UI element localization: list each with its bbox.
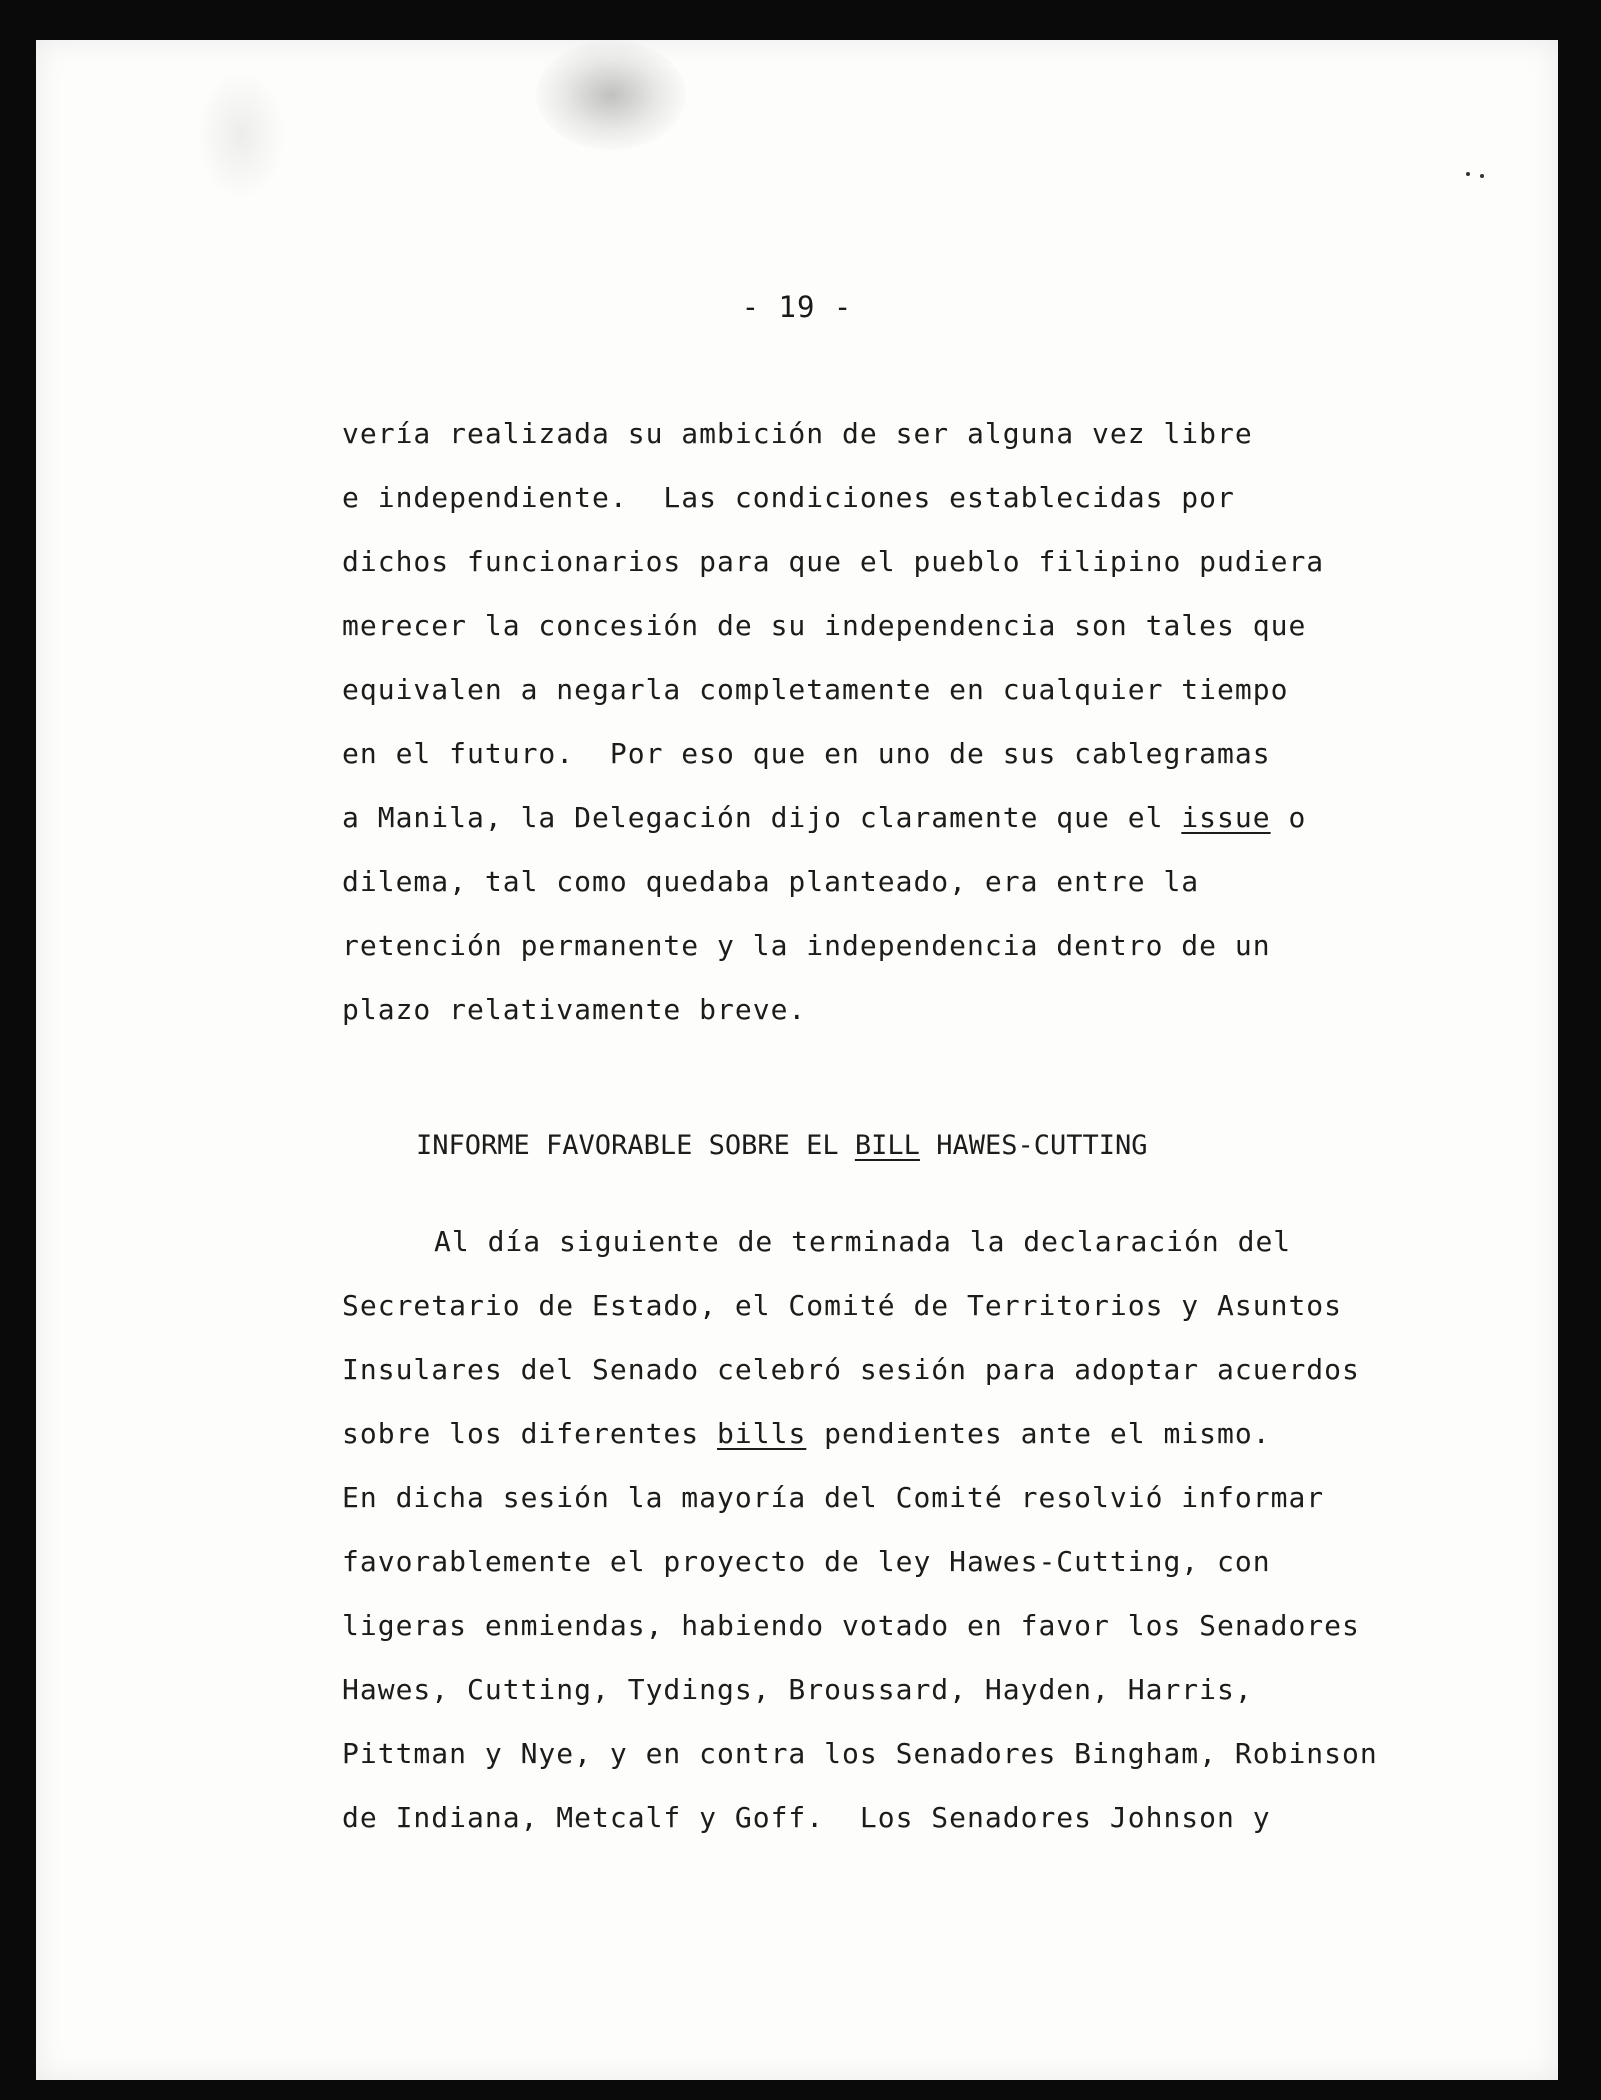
text-line: de Indiana, Metcalf y Goff. Los Senadores Johnson y: [342, 1801, 1271, 1834]
text-line: retención permanente y la independencia dentro de un: [342, 929, 1271, 962]
text-segment: a Manila, la Delegación dijo claramente que el: [342, 801, 1182, 834]
paper-stain: [196, 70, 286, 200]
text-segment: o: [1270, 801, 1307, 834]
speck-mark: [1466, 172, 1470, 176]
text-line: plazo relativamente breve.: [342, 993, 807, 1026]
text-line: en el futuro. Por eso que en uno de sus cablegramas: [342, 737, 1271, 770]
text-segment: sobre los diferentes: [342, 1417, 718, 1450]
underlined-word-bill: BILL: [854, 1130, 920, 1161]
text-segment: pendientes ante el mismo.: [806, 1417, 1271, 1450]
page-number: - 19 -: [741, 290, 853, 324]
text-line: e independiente. Las condiciones establecidas por: [342, 481, 1235, 514]
text-line: ligeras enmiendas, habiendo votado en favor los Senadores: [342, 1609, 1360, 1642]
text-line: Hawes, Cutting, Tydings, Broussard, Hayden, Harris,: [342, 1673, 1253, 1706]
ink-smudge: [536, 40, 686, 150]
text-line: En dicha sesión la mayoría del Comité resolvió informar: [342, 1481, 1325, 1514]
underlined-word-issue: issue: [1181, 801, 1271, 834]
document-page: [36, 40, 1558, 2080]
speck-mark: [1480, 174, 1484, 178]
text-line: favorablemente el proyecto de ley Hawes-Cutting, con: [342, 1545, 1271, 1578]
heading-text: INFORME FAVORABLE SOBRE EL: [416, 1130, 855, 1161]
text-line: [342, 1402, 1502, 1466]
text-line: dilema, tal como quedaba planteado, era entre la: [342, 865, 1200, 898]
underlined-word-bills: bills: [717, 1417, 807, 1450]
paragraph-2: [342, 1210, 1502, 1850]
text-line: Al día siguiente de terminada la declaración del: [434, 1225, 1292, 1258]
text-line: Secretario de Estado, el Comité de Territorios y Asuntos: [342, 1289, 1343, 1322]
text-line: Insulares del Senado celebró sesión para adoptar acuerdos: [342, 1353, 1360, 1386]
section-heading: [416, 1114, 1148, 1178]
paragraph-1: [342, 402, 1502, 1042]
text-line: dichos funcionarios para que el pueblo filipino pudiera: [342, 545, 1325, 578]
text-line: equivalen a negarla completamente en cualquier tiempo: [342, 673, 1289, 706]
heading-text: HAWES-CUTTING: [919, 1130, 1148, 1161]
text-line: merecer la concesión de su independencia son tales que: [342, 609, 1307, 642]
text-line: Pittman y Nye, y en contra los Senadores Bingham, Robinson: [342, 1737, 1378, 1770]
text-line: [342, 786, 1502, 850]
text-line: vería realizada su ambición de ser alguna vez libre: [342, 417, 1253, 450]
